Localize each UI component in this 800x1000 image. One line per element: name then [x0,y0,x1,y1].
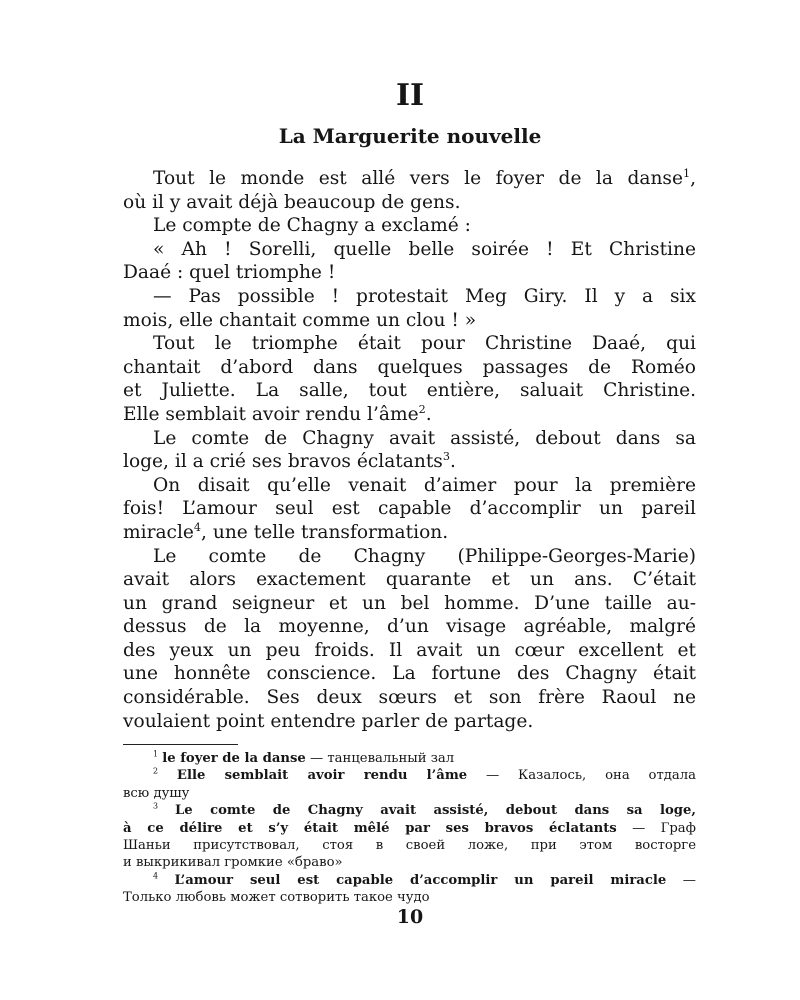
line-text: Le compte de Chagny a exclamé : [153,215,471,237]
text-line [123,710,696,734]
line-text: Le comte de Chagny (Philippe-Georges-Marie) [153,545,696,567]
text-line [123,214,696,238]
footnote-term: Elle semblait avoir rendu l’âme [176,768,468,784]
footnote-line [123,750,696,767]
line-text: « Ah ! Sorelli, quelle belle soirée ! Et Christine [153,238,696,260]
text-line [123,450,696,474]
line-text: avait alors exactement quarante et un ans. C’était [123,569,696,591]
text-line [123,497,696,521]
footnote-line [123,854,696,871]
line-text: où il y avait déjà beaucoup de gens. [123,191,461,213]
line-text: voulaient point entendre parler de partage. [123,710,534,732]
footnote-translation: Только любовь может сотворить такое чудо [123,890,430,906]
footnote-number: 3 [153,801,159,811]
line-text-cont: , une telle transformation. [201,521,449,543]
footnote-translation: всю душу [123,785,190,801]
text-line [123,615,696,639]
text-line [123,545,696,569]
text-line [123,521,696,545]
text-line [123,285,696,309]
footnote-ref: 1 [682,166,691,180]
footnote-ref: 3 [442,449,450,463]
text-line [123,662,696,686]
text-line [123,474,696,498]
footnote-line [123,785,696,802]
line-text: Le comte de Chagny avait assisté, debout dans sa [153,427,696,449]
footnote-translation: — танцевальный зал [305,751,455,766]
footnote-ref: 4 [193,520,202,534]
footnote-line [123,889,696,906]
text-line [123,356,696,380]
footnote-translation: — Граф [616,820,696,836]
line-text: un grand seigneur et un bel homme. D’une taille au- [123,592,696,614]
line-text: Daaé : quel triomphe ! [123,262,336,284]
line-text: une honnête conscience. La fortune des Chagny était [123,663,696,685]
text-line [123,639,696,663]
footnote-number: 1 [153,749,159,759]
footnote-term: L’amour seul est capable d’accomplir un pareil miracle [174,872,667,888]
footnote-translation: Шаньи присутствовал, стоя в своей ложе, при этом восторге [123,837,696,853]
body-text [123,167,696,733]
footnote-number: 4 [153,871,159,881]
footnote-term: Le comte de Chagny avait assisté, debout dans sa loge, [175,803,696,819]
line-text: mois, elle chantait comme un clou ! » [123,309,477,331]
chapter-title: La Marguerite nouvelle [278,124,542,148]
text-line [123,427,696,451]
footnote-line [123,837,696,854]
footnote-line [123,820,696,837]
footnote-number: 2 [153,767,159,776]
footnote-ref: 2 [418,402,426,416]
line-text: On disait qu’elle venait d’aimer pour la première [153,474,696,496]
footnotes [123,750,696,907]
page-number: 10 [396,906,424,928]
line-text: Elle semblait avoir rendu l’âme [123,403,419,425]
footnote-separator [123,744,238,745]
line-text: chantait d’abord dans quelques passages de Roméo [123,356,696,378]
text-line [123,191,696,215]
line-text: et Juliette. La salle, tout entière, saluait Christine. [123,380,696,402]
text-line [123,403,696,427]
footnote-line [123,802,696,819]
footnote-line [123,872,696,889]
line-text: fois! L’amour seul est capable d’accomplir un pareil [123,498,696,520]
line-text: miracle [123,521,194,543]
line-text: considérable. Ses deux sœurs et son frère Raoul ne [123,687,696,709]
text-line [123,568,696,592]
text-line [123,379,696,403]
text-line [123,592,696,616]
footnote-term: le foyer de la danse [162,751,306,766]
line-text-cont: , [690,168,696,189]
line-text: — Pas possible ! protestait Meg Giry. Il y a six [153,285,696,307]
line-text: Tout le triomphe était pour Christine Daaé, qui [153,333,696,355]
line-text-cont: . [425,403,432,425]
text-line [123,686,696,710]
footnote-translation: и выкрикивал громкие «браво» [123,855,343,871]
text-line [123,332,696,356]
footnote-line [123,767,696,784]
footnote-translation: — Казалось, она отдала [467,768,696,784]
chapter-number: II [395,78,425,113]
line-text: dessus de la moyenne, d’un visage agréable, malgré [123,616,696,638]
text-line [123,238,696,262]
footnote-term: à ce délire et s’y était mêlé par ses bravos éclatants [123,820,617,836]
line-text: loge, il a crié ses bravos éclatants [123,451,443,473]
line-text: Tout le monde est allé vers le foyer de la danse [153,168,683,189]
footnote-translation: — [666,872,696,888]
line-text-cont: . [449,451,456,473]
text-line [123,167,696,191]
text-line [123,309,696,333]
text-line [123,261,696,285]
line-text: des yeux un peu froids. Il avait un cœur excellent et [123,639,696,661]
